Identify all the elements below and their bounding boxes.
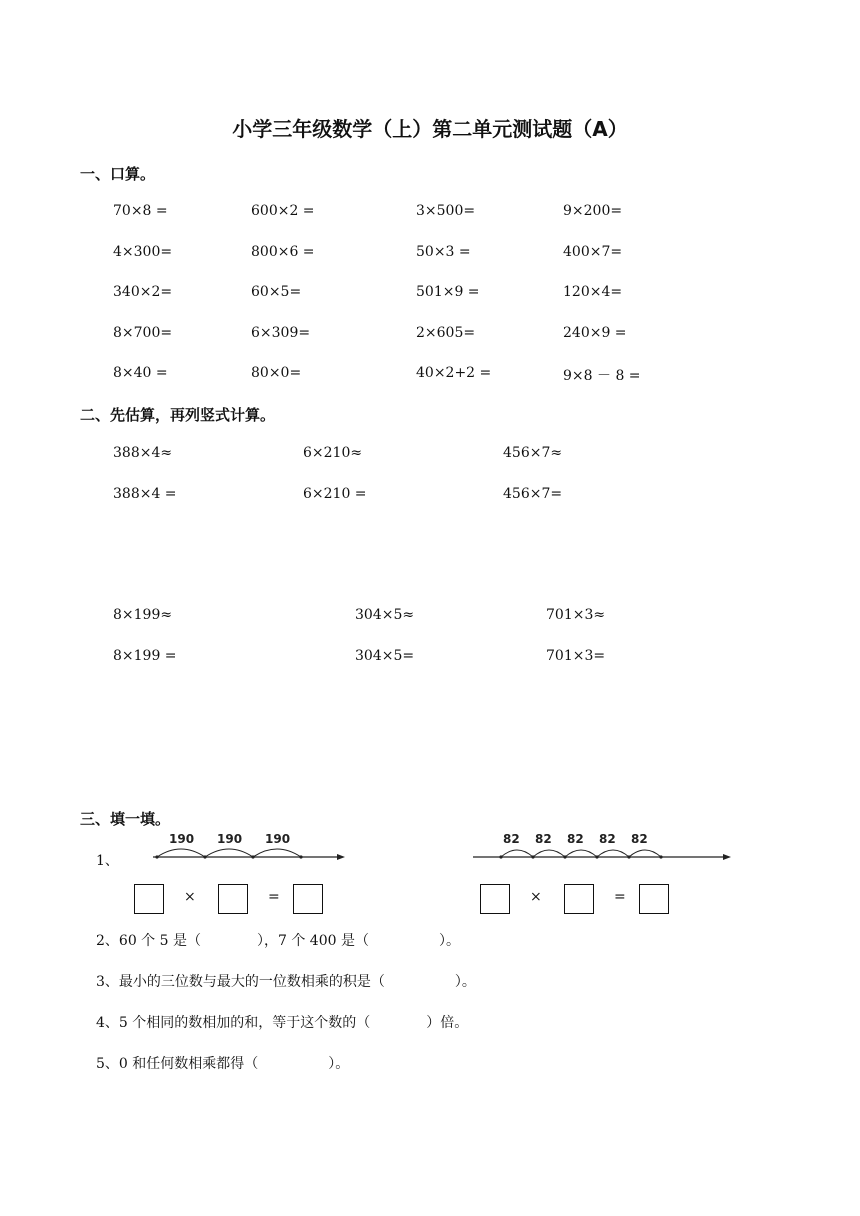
exact-item: 388×4 = [113,486,177,502]
estimate-item: 701×3≈ [546,607,606,623]
oral-calc-item: 80×0= [251,365,302,381]
section2-heading: 二、先估算，再列竖式计算。 [80,406,276,424]
jump-label: 190 [265,832,291,846]
oral-calc-item: 60×5= [251,284,302,300]
oral-calc-item: 240×9 = [563,324,627,341]
oral-calc-item: 800×6 = [251,243,315,260]
oral-calc-item: 9×200= [563,203,623,219]
answer-box[interactable] [134,884,164,914]
number-line-2 [465,828,735,868]
oral-calc-item: 8×700= [113,324,173,341]
section3-heading: 三、填一填。 [80,810,171,828]
question-5: 5、0 和任何数相乘都得（ ）。 [96,1056,350,1072]
oral-calc-item: 400×7= [563,243,623,260]
oral-calc-item: 3×500= [416,203,476,219]
page-title: 小学三年级数学（上）第二单元测试题（A） [232,117,628,141]
oral-calc-item: 9×8 － 8 = [563,368,641,384]
answer-box[interactable] [480,884,510,914]
exact-item: 456×7= [503,486,563,502]
answer-box[interactable] [639,884,669,914]
section1-heading: 一、口算。 [80,165,156,183]
jump-label: 190 [217,832,243,846]
estimate-item: 388×4≈ [113,445,173,461]
estimate-item: 456×7≈ [503,445,563,461]
equals-sign: = [614,889,626,905]
number-line-1 [125,828,350,868]
estimate-item: 304×5≈ [355,607,415,623]
estimate-item: 8×199≈ [113,607,173,623]
oral-calc-item: 8×40 = [113,365,168,381]
exact-item: 6×210 = [303,486,367,502]
oral-calc-item: 40×2+2 = [416,365,492,381]
oral-calc-item: 600×2 = [251,203,315,219]
jump-label: 82 [503,832,520,846]
question-2: 2、60 个 5 是（ ），7 个 400 是（ ）。 [96,933,460,949]
exact-item: 701×3= [546,648,606,664]
exact-item: 304×5= [355,648,415,664]
jump-label: 82 [631,832,648,846]
question-3: 3、最小的三位数与最大的一位数相乘的积是（ ）。 [96,974,476,990]
answer-box[interactable] [564,884,594,914]
oral-calc-item: 501×9 = [416,284,480,300]
times-sign: × [184,889,196,905]
jump-label: 190 [169,832,195,846]
oral-calc-item: 4×300= [113,243,173,260]
exact-item: 8×199 = [113,648,177,664]
question-4: 4、5 个相同的数相加的和，等于这个数的（ ）倍。 [96,1015,469,1031]
oral-calc-item: 340×2= [113,284,173,300]
oral-calc-item: 50×3 = [416,243,471,260]
jump-label: 82 [599,832,616,846]
estimate-item: 6×210≈ [303,445,363,461]
answer-box[interactable] [293,884,323,914]
oral-calc-item: 6×309= [251,324,311,341]
jump-label: 82 [567,832,584,846]
oral-calc-item: 120×4= [563,284,623,300]
equals-sign: = [268,889,280,905]
oral-calc-item: 70×8 = [113,203,168,219]
answer-box[interactable] [218,884,248,914]
oral-calc-item: 2×605= [416,324,476,341]
question-1-label: 1、 [96,853,119,869]
jump-label: 82 [535,832,552,846]
times-sign: × [530,889,542,905]
